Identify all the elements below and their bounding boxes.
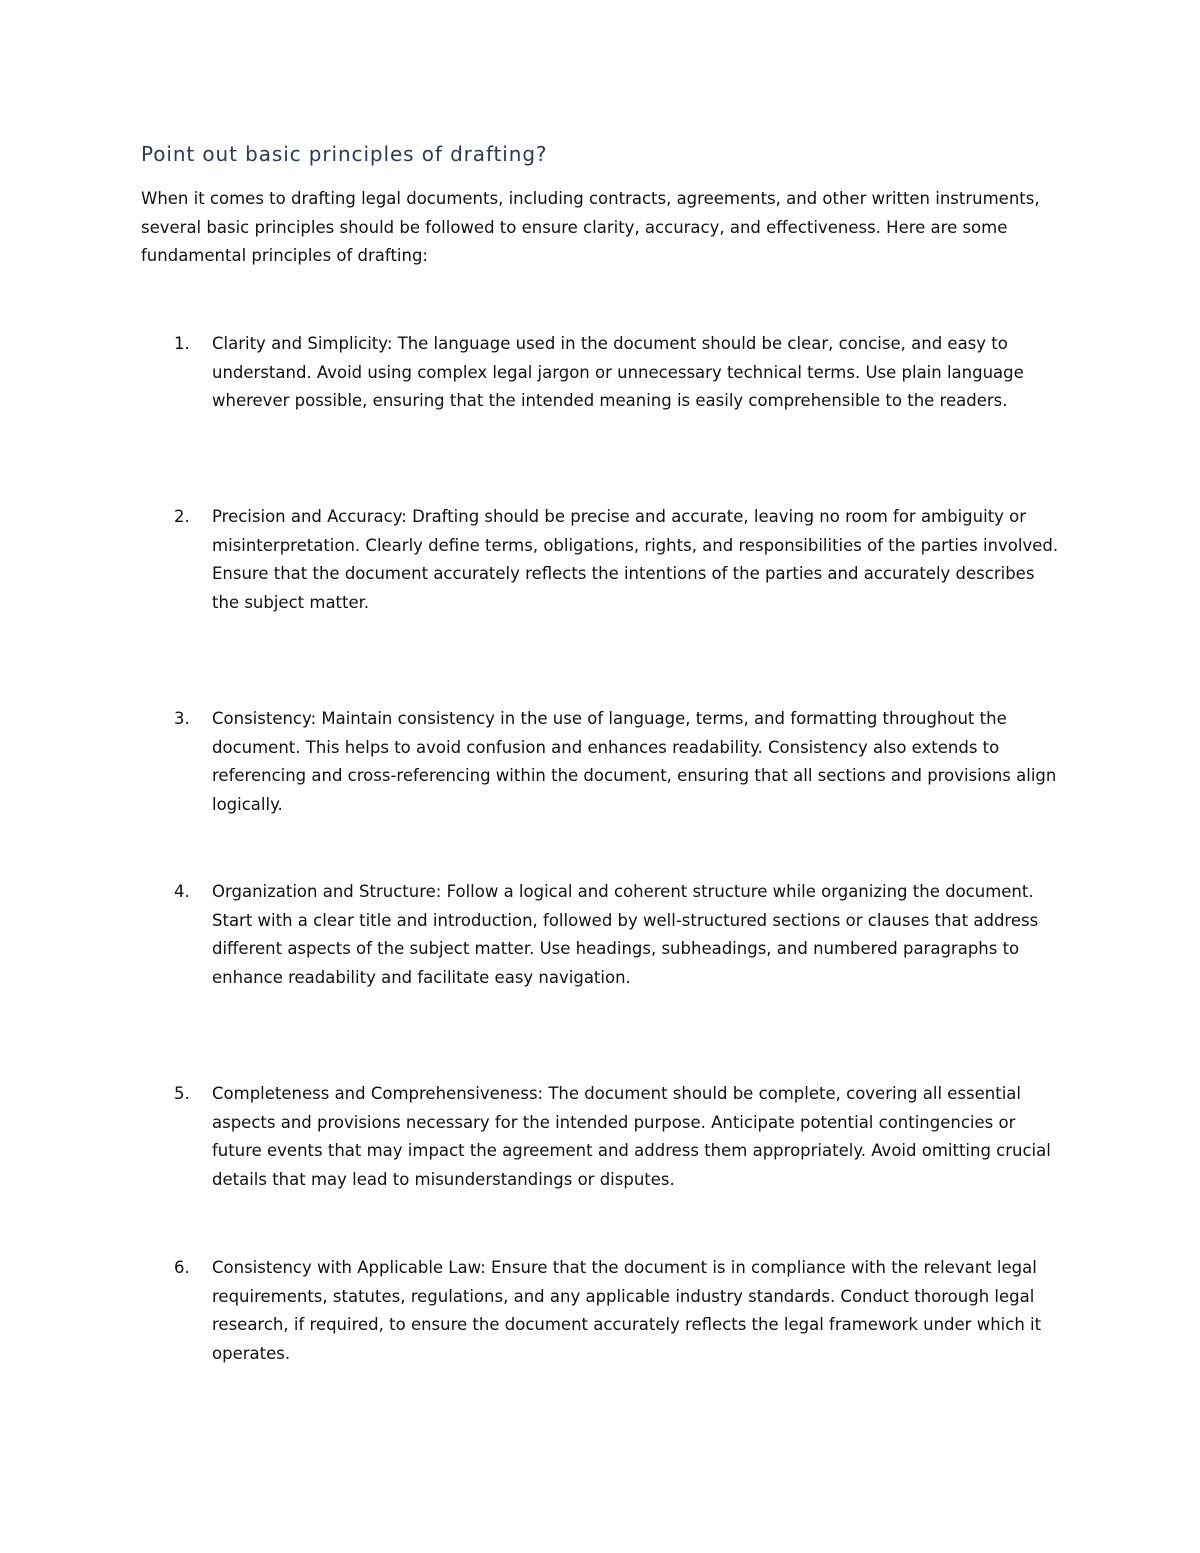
list-item-number: 1. bbox=[174, 334, 190, 353]
list-item-text: Organization and Structure: Follow a logical and coherent structure while organizing the document. Start with a clear title and introduction, followed by well-structured sections or clauses that address different aspects of the subject matter. Use headings, subheadings, and numbered paragraphs to enhance readability and facilitate easy navigation. bbox=[212, 882, 1039, 987]
list-item-number: 5. bbox=[174, 1084, 190, 1103]
list-item-number: 3. bbox=[174, 709, 190, 728]
list-item-text: Consistency: Maintain consistency in the use of language, terms, and formatting throughout the document. This helps to avoid confusion and enhances readability. Consistency also extends to referencing and cross-referencing within the document, ensuring that all sections and provisions align logically. bbox=[212, 709, 1057, 814]
list-item-text: Clarity and Simplicity: The language used in the document should be clear, concise, and easy to understand. Avoid using complex legal jargon or unnecessary technical terms. Use plain language wherever possible, ensuring that the intended meaning is easily comprehensible to the readers. bbox=[212, 334, 1024, 410]
list-item-text: Precision and Accuracy: Drafting should be precise and accurate, leaving no room for ambiguity or misinterpretation. Clearly define terms, obligations, rights, and responsibilities of the parties involved. Ensure that the document accurately reflects the intentions of the parties and accurately describes the subject matter. bbox=[212, 507, 1059, 612]
document-title: Point out basic principles of drafting? bbox=[141, 142, 548, 166]
list-item-number: 4. bbox=[174, 882, 190, 901]
list-item-number: 6. bbox=[174, 1258, 190, 1277]
list-item-number: 2. bbox=[174, 507, 190, 526]
intro-paragraph: When it comes to drafting legal documents, including contracts, agreements, and other written instruments, several basic principles should be followed to ensure clarity, accuracy, and effectiveness. Here are some fundamental principles of drafting: bbox=[141, 189, 1040, 265]
list-item-text: Consistency with Applicable Law: Ensure that the document is in compliance with the relevant legal requirements, statutes, regulations, and any applicable industry standards. Conduct thorough legal research, if required, to ensure the document accurately reflects the legal framework under which it operates. bbox=[212, 1258, 1042, 1363]
list-item-text: Completeness and Comprehensiveness: The document should be complete, covering all essential aspects and provisions necessary for the intended purpose. Anticipate potential contingencies or future events that may impact the agreement and address them appropriately. Avoid omitting crucial details that may lead to misunderstandings or disputes. bbox=[212, 1084, 1051, 1189]
